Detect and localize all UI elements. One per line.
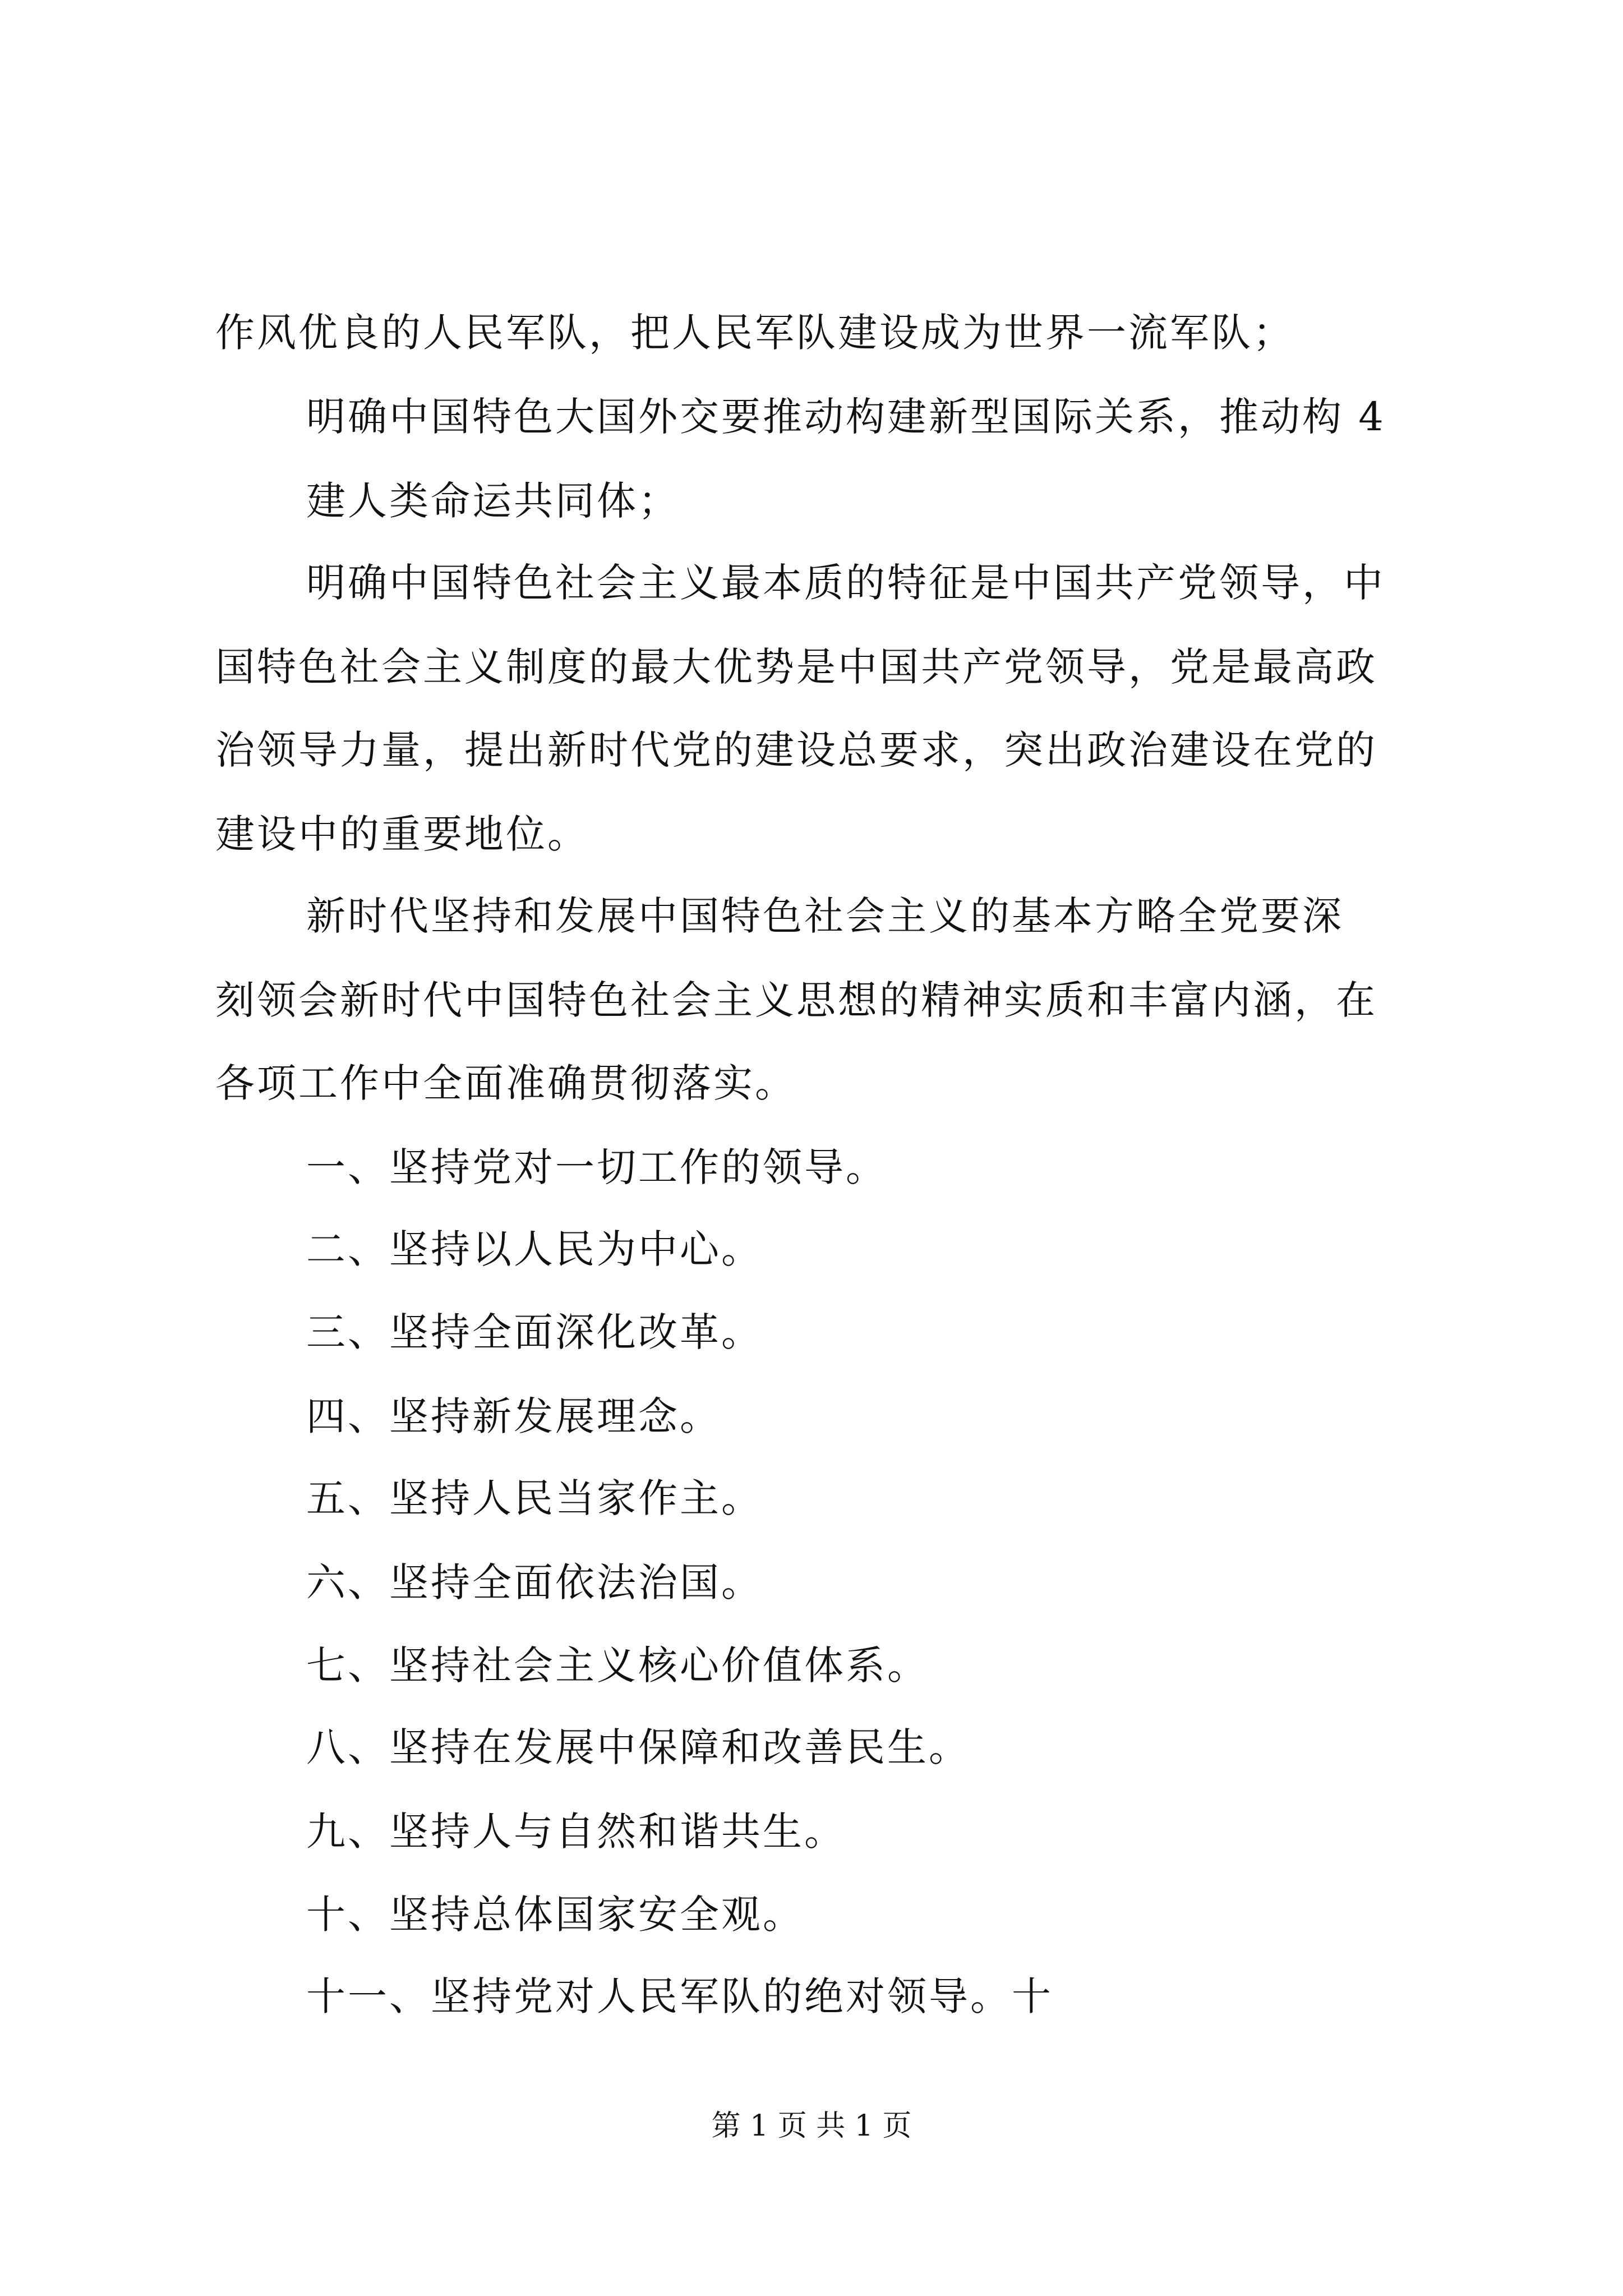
page-number-footer: 第 1 页 共 1 页	[711, 2109, 912, 2143]
list-item: 八、坚持在发展中保障和改善民生。	[306, 1724, 970, 1770]
body-line: 各项工作中全面准确贯彻落实。	[215, 1060, 796, 1106]
body-line: 建人类命运共同体；	[306, 478, 680, 524]
list-item: 六、坚持全面依法治国。	[306, 1559, 763, 1605]
list-item: 十一、坚持党对人民军队的绝对领导。十	[306, 1973, 1053, 2019]
list-item: 十、坚持总体国家安全观。	[306, 1892, 804, 1938]
list-item: 七、坚持社会主义核心价值体系。	[306, 1642, 929, 1688]
body-line: 新时代坚持和发展中国特色社会主义的基本方略全党要深	[306, 893, 1344, 939]
body-line: 作风优良的人民军队，把人民军队建设成为世界一流军队；	[215, 310, 1294, 356]
body-line: 明确中国特色社会主义最本质的特征是中国共产党领导，中	[306, 560, 1385, 606]
list-item: 四、坚持新发展理念。	[306, 1393, 721, 1439]
body-line: 建设中的重要地位。	[215, 811, 589, 857]
list-item: 一、坚持党对一切工作的领导。	[306, 1144, 887, 1190]
list-item: 九、坚持人与自然和谐共生。	[306, 1809, 846, 1855]
body-line: 明确中国特色大国外交要推动构建新型国际关系，推动构 4	[306, 394, 1386, 440]
list-item: 二、坚持以人民为中心。	[306, 1226, 763, 1272]
body-line: 国特色社会主义制度的最大优势是中国共产党领导，党是最高政	[215, 644, 1377, 690]
body-line: 刻领会新时代中国特色社会主义思想的精神实质和丰富内涵，在	[215, 977, 1377, 1023]
list-item: 三、坚持全面深化改革。	[306, 1309, 763, 1355]
body-line: 治领导力量，提出新时代党的建设总要求，突出政治建设在党的	[215, 727, 1377, 773]
list-item: 五、坚持人民当家作主。	[306, 1475, 763, 1521]
